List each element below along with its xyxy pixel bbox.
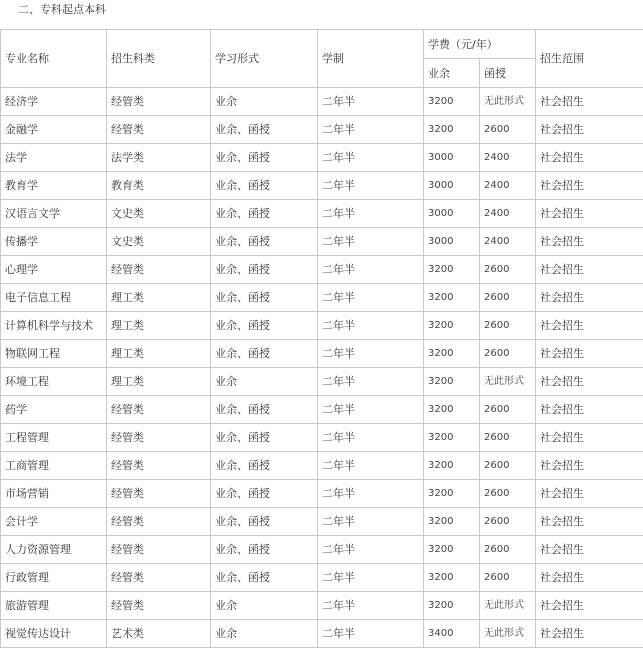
cell-scope: 社会招生: [536, 592, 643, 620]
cell-fee-correspondence: 2600: [480, 312, 536, 340]
cell-scope: 社会招生: [536, 340, 643, 368]
cell-fee-part-time: 3000: [424, 172, 480, 200]
cell-study-form: 业余、函授: [211, 508, 318, 536]
cell-duration: 二年半: [318, 452, 424, 480]
cell-duration: 二年半: [318, 368, 424, 396]
cell-study-form: 业余、函授: [211, 564, 318, 592]
cell-category: 文史类: [107, 228, 211, 256]
cell-category: 理工类: [107, 284, 211, 312]
header-correspondence: 函授: [480, 59, 536, 88]
cell-fee-part-time: 3200: [424, 368, 480, 396]
cell-duration: 二年半: [318, 564, 424, 592]
cell-fee-part-time: 3000: [424, 228, 480, 256]
cell-duration: 二年半: [318, 200, 424, 228]
cell-fee-correspondence: 2600: [480, 480, 536, 508]
cell-major: 传播学: [1, 228, 107, 256]
cell-scope: 社会招生: [536, 312, 643, 340]
cell-fee-part-time: 3000: [424, 144, 480, 172]
cell-scope: 社会招生: [536, 256, 643, 284]
table-row: [1, 620, 643, 648]
cell-major: 环境工程: [1, 368, 107, 396]
cell-fee-part-time: 3200: [424, 116, 480, 144]
cell-category: 经管类: [107, 592, 211, 620]
cell-fee-part-time: 3200: [424, 340, 480, 368]
cell-duration: 二年半: [318, 284, 424, 312]
cell-scope: 社会招生: [536, 284, 643, 312]
table-row: [1, 172, 643, 200]
cell-fee-correspondence: 2600: [480, 508, 536, 536]
cell-category: 经管类: [107, 508, 211, 536]
cell-scope: 社会招生: [536, 536, 643, 564]
cell-fee-part-time: 3200: [424, 312, 480, 340]
table-row: [1, 452, 643, 480]
cell-duration: 二年半: [318, 592, 424, 620]
cell-duration: 二年半: [318, 144, 424, 172]
cell-scope: 社会招生: [536, 116, 643, 144]
cell-study-form: 业余、函授: [211, 452, 318, 480]
cell-fee-correspondence: 2600: [480, 340, 536, 368]
cell-category: 经管类: [107, 452, 211, 480]
cell-fee-correspondence: 2600: [480, 256, 536, 284]
header-part-time: 业余: [424, 59, 480, 88]
table-row: [1, 116, 643, 144]
cell-duration: 二年半: [318, 172, 424, 200]
cell-study-form: 业余、函授: [211, 116, 318, 144]
cell-fee-part-time: 3000: [424, 200, 480, 228]
cell-fee-correspondence: 无此形式: [480, 620, 536, 648]
cell-category: 经管类: [107, 396, 211, 424]
cell-major: 物联网工程: [1, 340, 107, 368]
cell-fee-part-time: 3200: [424, 452, 480, 480]
cell-study-form: 业余、函授: [211, 172, 318, 200]
table-row: [1, 312, 643, 340]
table-row: [1, 508, 643, 536]
cell-duration: 二年半: [318, 620, 424, 648]
cell-major: 心理学: [1, 256, 107, 284]
cell-category: 经管类: [107, 536, 211, 564]
cell-fee-part-time: 3200: [424, 284, 480, 312]
cell-scope: 社会招生: [536, 144, 643, 172]
cell-fee-part-time: 3200: [424, 592, 480, 620]
cell-study-form: 业余、函授: [211, 256, 318, 284]
section-title: 二、专科起点本科: [18, 3, 106, 17]
cell-scope: 社会招生: [536, 88, 643, 116]
cell-category: 法学类: [107, 144, 211, 172]
cell-major: 法学: [1, 144, 107, 172]
cell-scope: 社会招生: [536, 508, 643, 536]
cell-major: 市场营销: [1, 480, 107, 508]
cell-category: 经管类: [107, 116, 211, 144]
table-row: [1, 536, 643, 564]
cell-study-form: 业余、函授: [211, 424, 318, 452]
cell-scope: 社会招生: [536, 172, 643, 200]
cell-fee-part-time: 3200: [424, 508, 480, 536]
cell-fee-correspondence: 无此形式: [480, 88, 536, 116]
cell-fee-part-time: 3200: [424, 424, 480, 452]
majors-table: [0, 29, 643, 648]
cell-category: 教育类: [107, 172, 211, 200]
cell-major: 工商管理: [1, 452, 107, 480]
cell-fee-part-time: 3200: [424, 396, 480, 424]
cell-study-form: 业余、函授: [211, 228, 318, 256]
cell-study-form: 业余: [211, 368, 318, 396]
cell-category: 经管类: [107, 480, 211, 508]
cell-major: 金融学: [1, 116, 107, 144]
header-tuition: 学费（元/年）: [424, 30, 536, 59]
header-study-form: 学习形式: [211, 30, 318, 88]
cell-fee-correspondence: 2600: [480, 284, 536, 312]
header-row: [1, 30, 643, 59]
cell-study-form: 业余、函授: [211, 144, 318, 172]
table-row: [1, 564, 643, 592]
cell-major: 人力资源管理: [1, 536, 107, 564]
cell-fee-part-time: 3200: [424, 536, 480, 564]
cell-study-form: 业余、函授: [211, 284, 318, 312]
cell-fee-correspondence: 2400: [480, 144, 536, 172]
table-row: [1, 396, 643, 424]
cell-fee-part-time: 3200: [424, 88, 480, 116]
cell-duration: 二年半: [318, 256, 424, 284]
cell-fee-correspondence: 2600: [480, 424, 536, 452]
table-row: [1, 424, 643, 452]
cell-fee-correspondence: 2400: [480, 172, 536, 200]
cell-major: 会计学: [1, 508, 107, 536]
cell-fee-part-time: 3400: [424, 620, 480, 648]
cell-major: 汉语言文学: [1, 200, 107, 228]
cell-fee-correspondence: 2600: [480, 116, 536, 144]
header-category: 招生科类: [107, 30, 211, 88]
cell-duration: 二年半: [318, 536, 424, 564]
cell-fee-part-time: 3200: [424, 480, 480, 508]
cell-category: 经管类: [107, 564, 211, 592]
cell-fee-correspondence: 2400: [480, 228, 536, 256]
cell-fee-part-time: 3200: [424, 256, 480, 284]
cell-fee-correspondence: 2600: [480, 396, 536, 424]
cell-duration: 二年半: [318, 508, 424, 536]
cell-duration: 二年半: [318, 424, 424, 452]
cell-duration: 二年半: [318, 312, 424, 340]
cell-duration: 二年半: [318, 116, 424, 144]
cell-study-form: 业余、函授: [211, 200, 318, 228]
cell-scope: 社会招生: [536, 452, 643, 480]
cell-scope: 社会招生: [536, 228, 643, 256]
cell-duration: 二年半: [318, 88, 424, 116]
cell-duration: 二年半: [318, 340, 424, 368]
cell-scope: 社会招生: [536, 620, 643, 648]
cell-scope: 社会招生: [536, 368, 643, 396]
cell-duration: 二年半: [318, 480, 424, 508]
cell-scope: 社会招生: [536, 424, 643, 452]
cell-category: 理工类: [107, 312, 211, 340]
cell-scope: 社会招生: [536, 564, 643, 592]
cell-category: 文史类: [107, 200, 211, 228]
cell-fee-correspondence: 2400: [480, 200, 536, 228]
header-scope: 招生范围: [536, 30, 643, 88]
table-row: [1, 144, 643, 172]
cell-fee-correspondence: 无此形式: [480, 592, 536, 620]
cell-major: 工程管理: [1, 424, 107, 452]
cell-major: 药学: [1, 396, 107, 424]
cell-category: 艺术类: [107, 620, 211, 648]
table-row: [1, 200, 643, 228]
cell-fee-correspondence: 2600: [480, 564, 536, 592]
cell-category: 理工类: [107, 368, 211, 396]
cell-major: 经济学: [1, 88, 107, 116]
cell-scope: 社会招生: [536, 396, 643, 424]
cell-major: 旅游管理: [1, 592, 107, 620]
cell-study-form: 业余、函授: [211, 340, 318, 368]
cell-major: 行政管理: [1, 564, 107, 592]
cell-study-form: 业余: [211, 88, 318, 116]
cell-fee-correspondence: 无此形式: [480, 368, 536, 396]
header-duration: 学制: [318, 30, 424, 88]
cell-scope: 社会招生: [536, 480, 643, 508]
cell-fee-correspondence: 2600: [480, 536, 536, 564]
cell-major: 视觉传达设计: [1, 620, 107, 648]
table-row: [1, 340, 643, 368]
table-row: [1, 368, 643, 396]
table-row: [1, 88, 643, 116]
cell-duration: 二年半: [318, 396, 424, 424]
cell-study-form: 业余: [211, 592, 318, 620]
cell-fee-correspondence: 2600: [480, 452, 536, 480]
cell-scope: 社会招生: [536, 200, 643, 228]
cell-study-form: 业余、函授: [211, 536, 318, 564]
cell-duration: 二年半: [318, 228, 424, 256]
cell-category: 经管类: [107, 256, 211, 284]
cell-study-form: 业余: [211, 620, 318, 648]
cell-major: 计算机科学与技术: [1, 312, 107, 340]
cell-category: 理工类: [107, 340, 211, 368]
cell-fee-part-time: 3200: [424, 564, 480, 592]
table-row: [1, 592, 643, 620]
header-major: 专业名称: [1, 30, 107, 88]
cell-category: 经管类: [107, 424, 211, 452]
table-row: [1, 256, 643, 284]
table-row: [1, 284, 643, 312]
table-row: [1, 480, 643, 508]
cell-major: 电子信息工程: [1, 284, 107, 312]
cell-study-form: 业余、函授: [211, 480, 318, 508]
table-row: [1, 228, 643, 256]
cell-major: 教育学: [1, 172, 107, 200]
cell-study-form: 业余、函授: [211, 312, 318, 340]
cell-study-form: 业余、函授: [211, 396, 318, 424]
cell-category: 经管类: [107, 88, 211, 116]
